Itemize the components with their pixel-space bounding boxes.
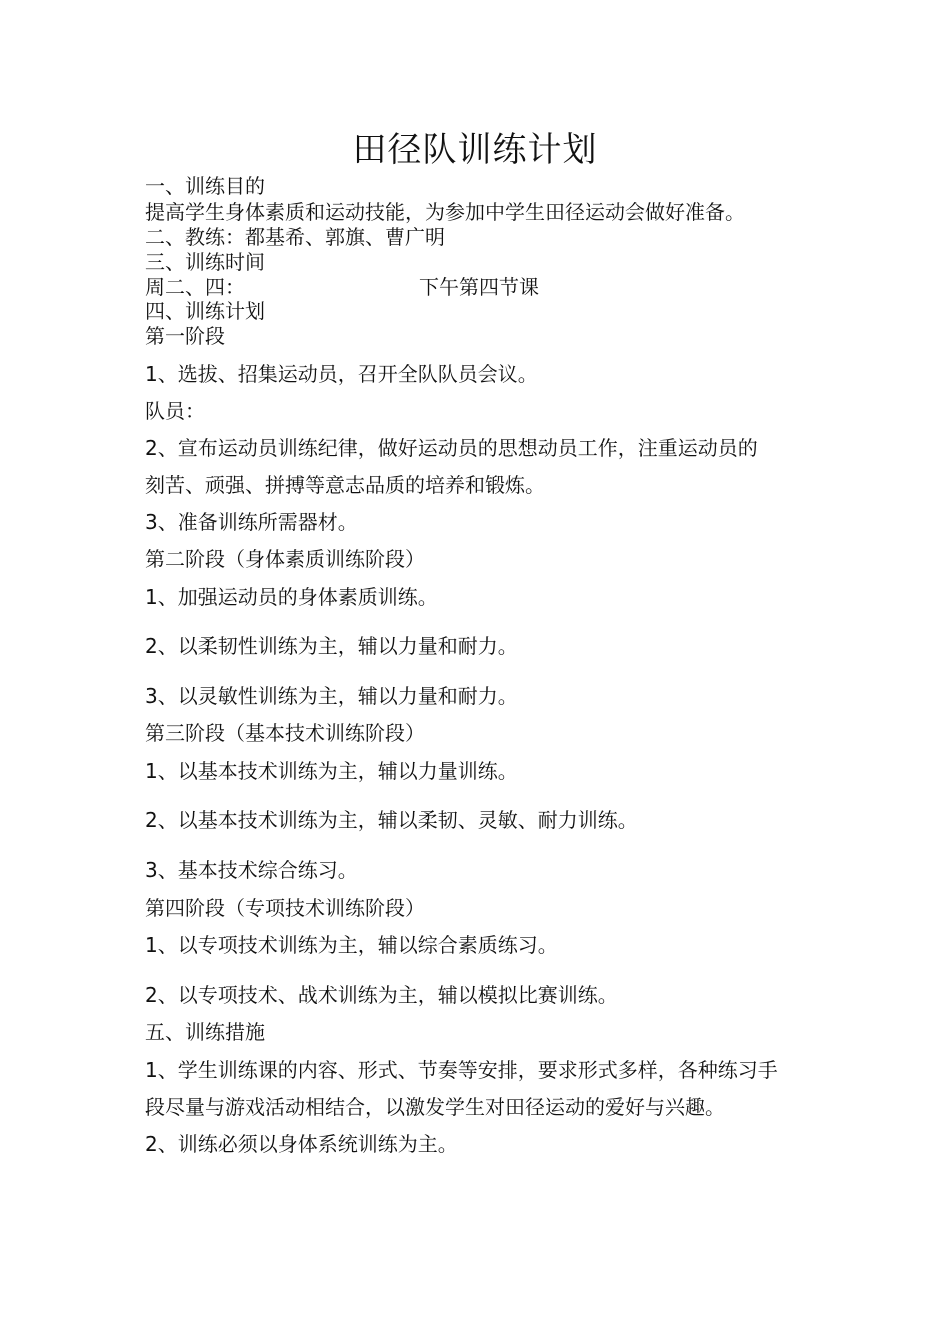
stage-one-item-1: 1、选拔、招集运动员，召开全队队员会议。: [145, 362, 538, 386]
stage-three-item-1: 1、以基本技术训练为主，辅以力量训练。: [145, 759, 518, 783]
time-row: [145, 274, 825, 300]
stage-three-heading: 第三阶段（基本技术训练阶段）: [145, 721, 425, 745]
section-heading-goal: 一、训练目的: [145, 174, 265, 198]
stage-one-heading: 第一阶段: [145, 324, 225, 348]
stage-three-item-3: 3、基本技术综合练习。: [145, 858, 358, 882]
stage-two-item-3: 3、以灵敏性训练为主，辅以力量和耐力。: [145, 684, 518, 708]
stage-one-item-3: 3、准备训练所需器材。: [145, 510, 358, 534]
stage-two-heading: 第二阶段（身体素质训练阶段）: [145, 547, 425, 571]
section-heading-coaches: 二、教练：都基希、郭旗、曹广明: [145, 225, 445, 249]
measures-item-1: 1、学生训练课的内容、形式、节奏等安排，要求形式多样，各种练习手: [145, 1058, 778, 1082]
stage-one-item-2: 2、宣布运动员训练纪律，做好运动员的思想动员工作，注重运动员的: [145, 436, 758, 460]
stage-three-item-2: 2、以基本技术训练为主，辅以柔韧、灵敏、耐力训练。: [145, 808, 638, 832]
stage-two-item-2: 2、以柔韧性训练为主，辅以力量和耐力。: [145, 634, 518, 658]
stage-one-item-2-cont: 刻苦、顽强、拼搏等意志品质的培养和锻炼。: [145, 473, 545, 497]
section-heading-time: 三、训练时间: [145, 250, 265, 274]
document-title: 田径队训练计划: [352, 130, 598, 170]
time-days: 周二、四：: [145, 275, 245, 299]
goal-text: 提高学生身体素质和运动技能，为参加中学生田径运动会做好准备。: [145, 200, 745, 224]
stage-two-item-1: 1、加强运动员的身体素质训练。: [145, 585, 438, 609]
section-heading-measures: 五、训练措施: [145, 1020, 265, 1044]
section-heading-plan: 四、训练计划: [145, 299, 265, 323]
stage-four-heading: 第四阶段（专项技术训练阶段）: [145, 896, 425, 920]
measures-item-1-cont: 段尽量与游戏活动相结合，以激发学生对田径运动的爱好与兴趣。: [145, 1095, 725, 1119]
measures-item-2: 2、训练必须以身体系统训练为主。: [145, 1132, 458, 1156]
time-period: 下午第四节课: [419, 275, 539, 299]
members-label: 队员：: [145, 399, 205, 423]
stage-four-item-1: 1、以专项技术训练为主，辅以综合素质练习。: [145, 933, 558, 957]
stage-four-item-2: 2、以专项技术、战术训练为主，辅以模拟比赛训练。: [145, 983, 618, 1007]
